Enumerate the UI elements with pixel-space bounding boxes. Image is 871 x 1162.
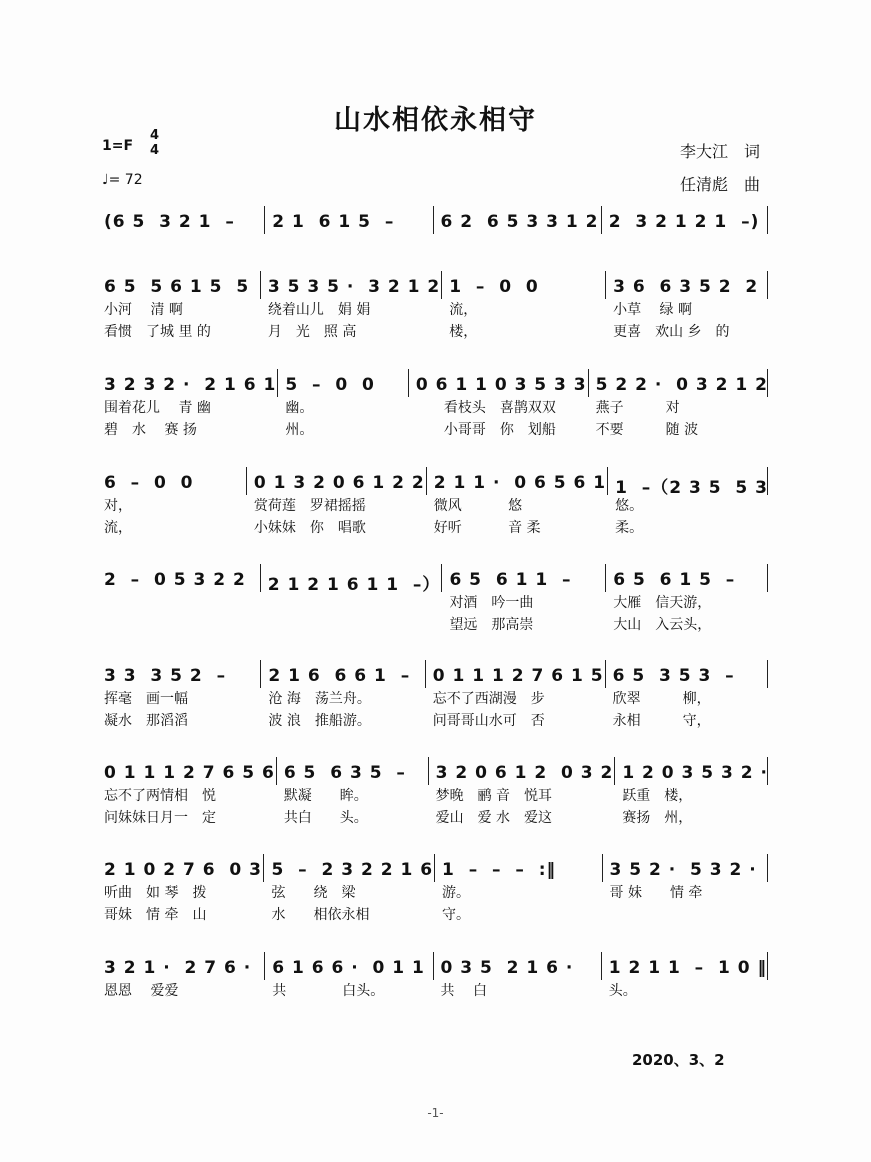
measure	[263, 212, 431, 276]
barline	[260, 660, 261, 688]
lyric-verse-2: 问妹妹日月一 定	[104, 810, 216, 826]
lyric-verse-2	[610, 904, 768, 926]
measure	[96, 666, 259, 730]
lyric-verse-1: 梦晚 鹂 音 悦耳	[435, 788, 553, 804]
measure	[259, 277, 440, 341]
notes: 6 – 0 0	[104, 473, 194, 493]
lyric-verse-1: 沧 海 荡兰舟。	[268, 691, 371, 707]
notes: 0 3 5 2 1 6 ·	[440, 958, 574, 978]
song-title: 山水相依永相守	[334, 105, 537, 136]
notes: 3 2 0 6 1 2 0 3 2	[435, 763, 614, 783]
lyric-verse-1: 挥毫 画一幅	[104, 691, 188, 707]
measure	[604, 570, 768, 634]
notes: 6 5 3 5 3 –	[612, 666, 735, 686]
lyric-verse-1	[272, 234, 431, 256]
lyric-verse-2	[272, 1002, 431, 1024]
lyric-verse-1: 默凝 眸。	[283, 788, 368, 804]
barline	[260, 564, 261, 592]
measure	[96, 958, 263, 1022]
lyric-verse-1: 弦 绕 梁	[271, 885, 356, 901]
measure	[587, 375, 768, 439]
notes: 6 5 5 6 1 5 5	[104, 277, 250, 297]
time-bottom: 4	[150, 143, 160, 158]
measure	[440, 277, 604, 341]
measure	[262, 860, 433, 924]
notes: 2 1 6 1 5 –	[272, 212, 395, 232]
score-row	[96, 277, 768, 341]
lyric-verse-2: 大山 入云头，	[613, 617, 712, 633]
lyric-verse-2: 赛扬 州，	[622, 810, 693, 826]
score-row	[96, 212, 768, 276]
lyric-verse-1: 共 白	[440, 983, 487, 999]
lyric-verse-1: 忘不了西湖漫 步	[432, 691, 545, 707]
barline	[605, 271, 606, 299]
lyric-verse-2: 小妹妹 你 唱歌	[253, 520, 366, 536]
measure	[96, 212, 263, 276]
measure	[425, 473, 606, 537]
notes: 6 5 6 1 5 –	[613, 570, 736, 590]
notes: 3 5 3 5 · 3 2 1 2	[267, 277, 441, 297]
lyric-verse-2: 爱山 爱 水 爱这	[435, 810, 553, 826]
notes: 0 1 3 2 0 6 1 2 2	[253, 473, 425, 493]
lyric-verse-1: 游。	[442, 885, 471, 901]
lyric-verse-1: 对，	[104, 498, 132, 514]
lyric-verse-1: 流，	[449, 302, 478, 318]
lyricist: 李大江 词	[680, 142, 761, 161]
lyric-verse-1: 听曲 如 琴 拨	[104, 885, 207, 901]
lyric-verse-2: 波 浪 推船游。	[268, 713, 371, 729]
notes: 2 1 0 2 7 6 0 3	[104, 860, 262, 880]
notes: 5 2 2 · 0 3 2 1 2	[595, 375, 768, 395]
notes: 2 – 0 5 3 2 2	[104, 570, 246, 590]
lyric-verse-1: 悠。	[615, 498, 644, 514]
measure	[604, 666, 768, 730]
measure	[432, 212, 600, 276]
notes: 3 6 6 3 5 2 2	[613, 277, 759, 297]
score-row	[96, 860, 768, 924]
lyric-verse-2: 州。	[285, 422, 314, 438]
measure	[96, 277, 259, 341]
lyric-verse-1: 燕子 对	[595, 400, 680, 416]
lyric-verse-2: 永相 守，	[612, 713, 711, 729]
measure	[96, 375, 276, 439]
measure	[613, 763, 768, 827]
lyric-verse-1	[104, 234, 263, 256]
barline	[588, 369, 589, 397]
notes: 2 3 2 1 2 1 –)	[608, 212, 760, 232]
date: 2020、3、2	[632, 1051, 725, 1069]
lyric-verse-1: 大雁 信天游，	[613, 595, 712, 611]
lyric-verse-2	[441, 256, 600, 278]
lyric-verse-1	[441, 234, 600, 256]
lyric-verse-2: 小哥哥 你 划船	[415, 422, 556, 438]
notes: (6 5 3 2 1 –	[104, 212, 235, 232]
notes: 3 5 2 · 5 3 2 ·	[609, 860, 757, 880]
notes: 1 – – – :‖	[442, 860, 557, 880]
notes: 3 3 3 5 2 –	[104, 666, 227, 686]
lyric-verse-1: 恩恩 爱爱	[104, 983, 179, 999]
notes: 0 1 1 1 2 7 6 1 5	[432, 666, 604, 686]
lyric-verse-2: 凝水 那滔滔	[104, 713, 188, 729]
lyric-verse-1: 头。	[608, 983, 637, 999]
barline	[425, 660, 426, 688]
barline	[601, 206, 602, 234]
page-number: -1-	[427, 1106, 444, 1120]
notes: 0 1 1 1 2 7 6 5 6	[104, 763, 275, 783]
measure	[276, 375, 406, 439]
lyric-verse-1: 小河 清 啊	[104, 302, 183, 318]
barline	[246, 467, 247, 495]
lyric-verse-1: 跃重 楼，	[622, 788, 693, 804]
lyric-verse-1: 忘不了两情相 悦	[104, 788, 216, 804]
notes: 5 – 2 3 2 2 1 6	[271, 860, 434, 880]
score-row	[96, 958, 768, 1022]
measure	[275, 763, 427, 827]
measure	[96, 570, 259, 634]
lyric-verse-1: 欣翠 柳，	[612, 691, 711, 707]
lyric-verse-2: 楼，	[449, 324, 478, 340]
score-row	[96, 473, 768, 537]
lyric-verse-2: 共白 头。	[283, 810, 368, 826]
barline	[614, 757, 615, 785]
lyric-verse-2: 更喜 欢山 乡 的	[613, 324, 730, 340]
lyric-verse-1: 微风 悠	[433, 498, 523, 514]
measure	[606, 473, 768, 537]
score-row	[96, 375, 768, 439]
notes: 6 5 6 1 1 –	[449, 570, 572, 590]
score-row	[96, 666, 768, 730]
lyric-verse-2: 碧 水 赛 扬	[104, 422, 197, 438]
barline	[434, 854, 435, 882]
notes: 1 – 0 0	[449, 277, 539, 297]
barline	[607, 467, 608, 495]
lyric-verse-1: 看枝头 喜鹊双双	[415, 400, 556, 416]
barline	[264, 206, 265, 234]
barline	[601, 952, 602, 980]
measure	[601, 860, 768, 924]
lyric-verse-1	[268, 592, 441, 614]
notes: 6 5 6 3 5 –	[283, 763, 406, 783]
lyric-verse-2: 好听 音 柔	[433, 520, 541, 536]
barline	[602, 854, 603, 882]
lyric-verse-2	[609, 256, 768, 278]
lyric-verse-2: 柔。	[615, 520, 644, 536]
measure	[424, 666, 604, 730]
notes: 3 2 1 · 2 7 6 ·	[104, 958, 252, 978]
time-top: 4	[150, 128, 160, 143]
barline	[433, 952, 434, 980]
notes: 1 –（2 3 5 5 3	[615, 478, 768, 498]
measure	[427, 763, 614, 827]
lyric-verse-2	[104, 614, 259, 636]
lyric-verse-2: 守。	[442, 907, 471, 923]
lyric-verse-1: 共 白头。	[272, 983, 385, 999]
lyric-verse-2	[104, 1002, 263, 1024]
barline	[260, 271, 261, 299]
lyric-verse-2: 水 相依永相	[271, 907, 370, 923]
measure	[604, 277, 768, 341]
lyric-verse-2	[268, 614, 441, 636]
lyric-verse-2: 问哥哥山水可 否	[432, 713, 545, 729]
measure	[440, 570, 604, 634]
measure	[96, 763, 275, 827]
lyric-verse-1	[104, 592, 259, 614]
lyric-verse-2: 流，	[104, 520, 132, 536]
score-row	[96, 570, 768, 634]
lyric-verse-2: 哥妹 情 牵 山	[104, 907, 207, 923]
measure	[433, 860, 600, 924]
measure	[600, 958, 768, 1022]
notes: 5 – 0 0	[285, 375, 375, 395]
notes: 1 2 0 3 5 3 2 ·	[622, 763, 768, 783]
notes: 1 2 1 1 – 1 0 ‖	[608, 958, 767, 978]
measure	[407, 375, 587, 439]
measure	[259, 570, 441, 634]
notes: 2 1 2 1 6 1 1 –）	[267, 575, 441, 595]
notes: 6 1 6 6 · 0 1 1	[272, 958, 425, 978]
measure	[259, 666, 423, 730]
lyric-verse-2	[104, 256, 263, 278]
notes: 2 1 1 · 0 6 5 6 1	[433, 473, 607, 493]
barline	[264, 952, 265, 980]
notes: 3 2 3 2 · 2 1 6 1	[104, 375, 277, 395]
tempo-marking: ♩= 72	[102, 172, 143, 188]
measure	[96, 473, 245, 537]
lyric-verse-1: 赏荷莲 罗裙摇摇	[253, 498, 366, 514]
lyric-verse-2: 月 光 照 高	[267, 324, 357, 340]
lyric-verse-1	[609, 234, 768, 256]
lyric-verse-2	[609, 1002, 768, 1024]
measure	[600, 212, 768, 276]
barline	[441, 271, 442, 299]
barline	[408, 369, 409, 397]
composer: 任清彪 曲	[680, 175, 761, 194]
barline	[426, 467, 427, 495]
barline	[428, 757, 429, 785]
barline	[433, 206, 434, 234]
barline	[605, 660, 606, 688]
time-signature	[150, 128, 159, 158]
lyric-verse-2	[272, 256, 431, 278]
measure	[245, 473, 425, 537]
lyric-verse-1: 围着花儿 青 幽	[104, 400, 211, 416]
barline	[441, 564, 442, 592]
measure	[432, 958, 600, 1022]
lyric-verse-1: 幽。	[285, 400, 314, 416]
barline	[276, 757, 277, 785]
lyric-verse-1: 绕着山儿 娟 娟	[267, 302, 371, 318]
lyric-verse-1: 小草 绿 啊	[613, 302, 693, 318]
lyric-verse-1: 对酒 吟一曲	[449, 595, 534, 611]
key-signature: 1=F	[102, 138, 134, 154]
barline	[263, 854, 264, 882]
score-row	[96, 763, 768, 827]
notes: 2 1 6 6 6 1 –	[268, 666, 411, 686]
barline	[605, 564, 606, 592]
lyric-verse-2	[441, 1002, 600, 1024]
lyric-verse-1: 哥 妹 情 牵	[609, 885, 703, 901]
measure	[263, 958, 431, 1022]
measure	[96, 860, 262, 924]
lyric-verse-2: 不要 随 波	[595, 422, 699, 438]
barline	[277, 369, 278, 397]
notes: 0 6 1 1 0 3 5 3 3	[415, 375, 587, 395]
lyric-verse-2: 看惯 了城 里 的	[104, 324, 211, 340]
notes: 6 2 6 5 3 3 1 2	[440, 212, 599, 232]
lyric-verse-2: 望远 那高崇	[449, 617, 534, 633]
